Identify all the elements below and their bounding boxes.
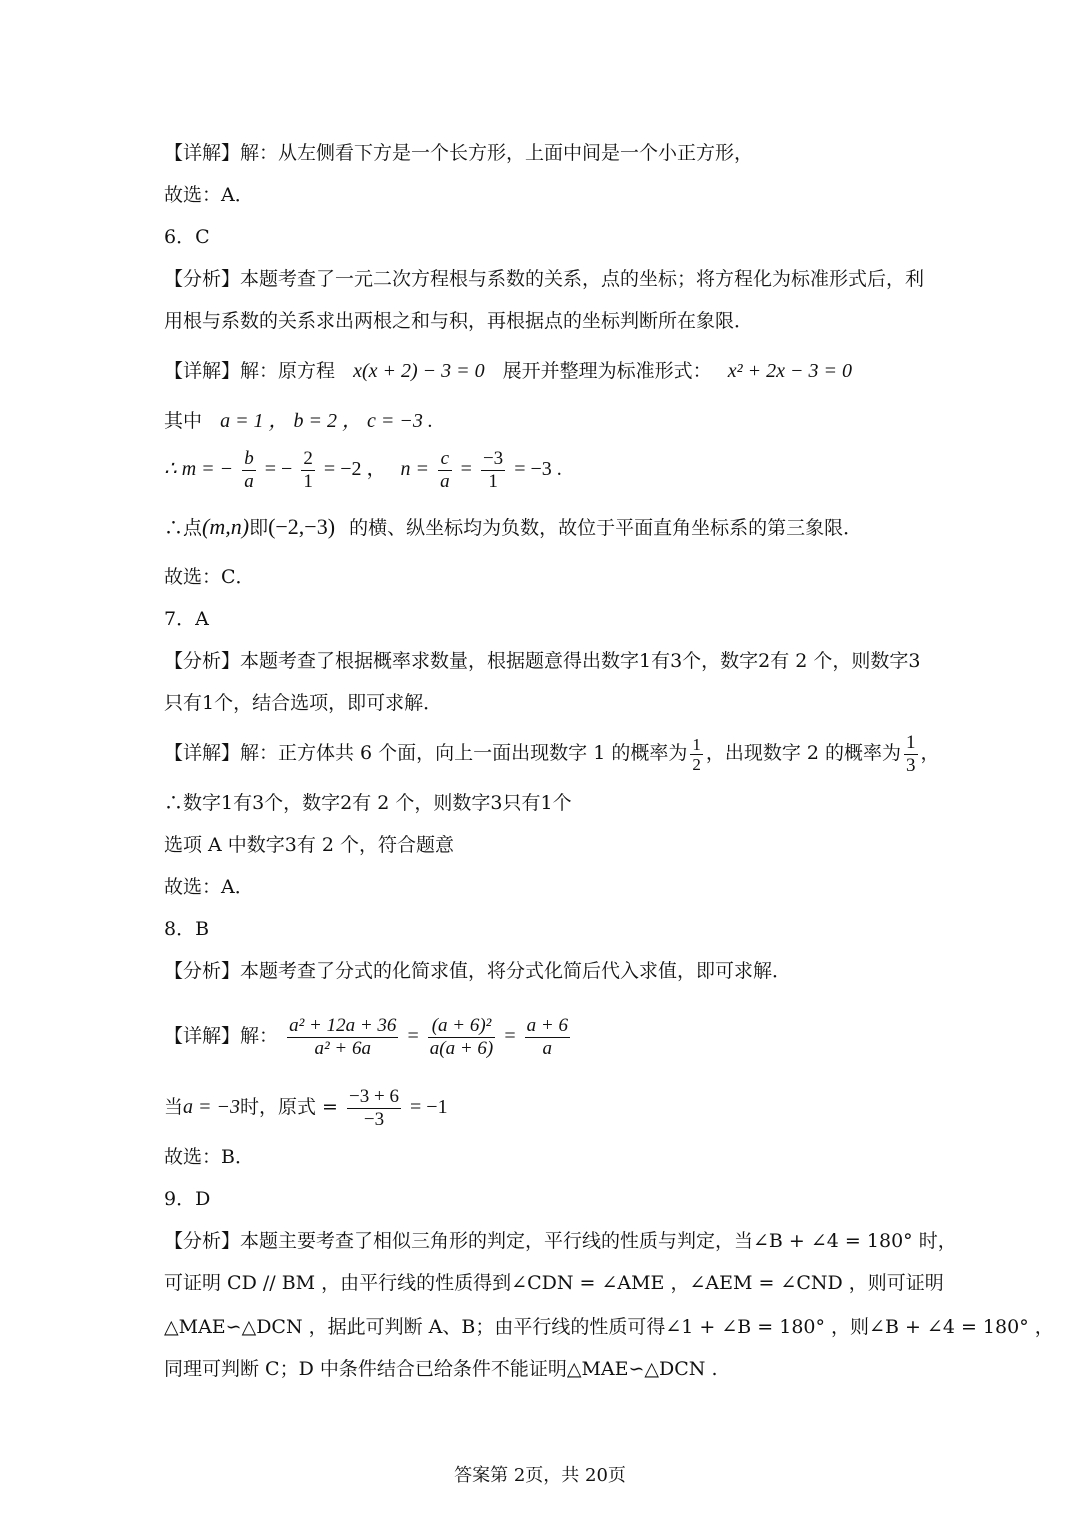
text-line: ∴数字1有3个，数字2有 2 个，则数字3只有1个	[164, 792, 572, 814]
q6-detail-prefix: 【详解】解：原方程	[164, 360, 336, 382]
fraction-numerator: c	[438, 449, 452, 471]
text-line: 只有1个，结合选项，即可求解．	[164, 692, 443, 714]
q6-m-prefix: ∴ m = −	[164, 458, 234, 480]
q6-n-prefix: n =	[400, 458, 430, 480]
q6-m-mid: = −	[264, 458, 293, 480]
q6-detail	[164, 358, 852, 384]
q6-point-prefix: ∴点	[164, 517, 203, 539]
fraction-denominator: −3	[363, 1108, 385, 1130]
q7-detail-mid: ，出现数字 2 的概率为	[705, 742, 902, 764]
text-line: 同理可判断 C；D 中条件结合已给条件不能证明△MAE∽△DCN .	[164, 1358, 718, 1380]
text-line: 用根与系数的关系求出两根之和与积，再根据点的坐标判断所在象限．	[164, 310, 754, 332]
q6-m-end: = −2 ，	[323, 458, 387, 480]
text-line: 故选：B．	[164, 1146, 254, 1168]
q6-point-mn: (m,n)	[202, 514, 250, 539]
fraction-denominator: a(a + 6)	[429, 1037, 494, 1059]
fraction-numerator: −3 + 6	[349, 1085, 399, 1107]
q8-detail-prefix: 【详解】解：	[164, 1025, 279, 1047]
fraction-numerator: b	[244, 447, 254, 469]
fraction-denominator: 1	[303, 470, 313, 492]
fraction-denominator: 2	[692, 754, 701, 774]
fraction-numerator: (a + 6)²	[428, 1016, 495, 1038]
q7-detail-prefix: 【详解】解：正方体共 6 个面，向上一面出现数字 1 的概率为	[164, 742, 688, 764]
q8-sub-prefix: 当	[164, 1096, 184, 1118]
q6-equation-standard: x² + 2x − 3 = 0	[727, 360, 852, 382]
q6-mn-computation	[164, 446, 562, 492]
fraction-one-half	[690, 736, 703, 773]
question-number: 7．A	[164, 608, 209, 630]
q8-sub-condition: a = −3	[183, 1096, 241, 1118]
fraction-c-over-a	[438, 449, 452, 492]
fraction-denominator: a	[542, 1037, 553, 1059]
fraction-numerator: 1	[906, 731, 916, 753]
text-line: 故选：A．	[164, 876, 254, 898]
fraction-denominator: 1	[488, 470, 498, 492]
fraction-b-over-a	[242, 449, 256, 492]
fraction-substituted	[347, 1087, 401, 1130]
q6-point-mid: 即	[249, 517, 269, 539]
q7-detail-end: ，	[920, 742, 940, 764]
fraction-denominator: 3	[906, 754, 916, 776]
q8-substitution	[164, 1084, 448, 1130]
q6-equation-original: x(x + 2) − 3 = 0	[353, 360, 485, 382]
equals-sign: =	[407, 1025, 419, 1047]
fraction-numerator: 2	[303, 447, 313, 469]
q6-n-mid: =	[460, 458, 472, 480]
fraction-numerator: −3	[482, 447, 504, 469]
fraction-denominator: a² + 6a	[314, 1037, 371, 1059]
fraction-original-expression	[287, 1016, 398, 1059]
text-line: 故选：A．	[164, 184, 254, 206]
fraction-one-third	[904, 733, 918, 776]
text-line: 【分析】本题考查了根据概率求数量，根据题意得出数字1有3个，数字2有 2 个，则数字3	[164, 650, 921, 672]
q6-detail-mid: 展开并整理为标准形式：	[502, 360, 712, 382]
fraction-factored	[428, 1016, 495, 1059]
q6-point-conclusion	[164, 514, 862, 541]
text-line: 可证明 CD // BM ，由平行线的性质得到∠CDN = ∠AME ，∠AEM = ∠CND ，则可证明	[164, 1272, 944, 1294]
text-line: △MAE∽△DCN ，据此可判断 A、B；由平行线的性质可得∠1 + ∠B = 180° ，则∠B + ∠4 = 180° ，	[164, 1316, 1054, 1338]
text-line: 【分析】本题考查了一元二次方程根与系数的关系，点的坐标；将方程化为标准形式后，利	[164, 268, 925, 290]
q6-n-end: = −3 .	[514, 458, 562, 480]
question-number: 6．C	[164, 226, 210, 248]
text-line: 【分析】本题主要考查了相似三角形的判定，平行线的性质与判定，当∠B + ∠4 = 180° 时，	[164, 1230, 957, 1252]
q8-sub-mid: 时，原式 =	[240, 1096, 338, 1118]
question-number: 9．D	[164, 1188, 211, 1210]
text-line: 【分析】本题考查了分式的化简求值，将分式化简后代入求值，即可求解．	[164, 960, 792, 982]
fraction-denominator: a	[440, 470, 450, 492]
page-footer: 答案第 2页，共 20页	[454, 1465, 626, 1486]
text-line: 故选：C．	[164, 566, 255, 588]
equals-sign: =	[504, 1025, 516, 1047]
q6-coefficients	[164, 408, 433, 434]
fraction-numerator: 1	[692, 734, 701, 754]
text-line: 选项 A 中数字3有 2 个，符合题意	[164, 834, 455, 856]
fraction-2-over-1	[301, 449, 315, 492]
question-number: 8．B	[164, 918, 210, 940]
fraction-numerator: a + 6	[526, 1014, 568, 1036]
q7-detail	[164, 730, 940, 776]
text-line: 【详解】解：从左侧看下方是一个长方形，上面中间是一个小正方形，	[164, 142, 754, 164]
fraction-denominator: a	[244, 470, 254, 492]
q6-point-end: 的横、纵坐标均为负数，故位于平面直角坐标系的第三象限．	[349, 517, 863, 539]
q6-coef-values: a = 1 ， b = 2 ， c = −3 .	[220, 410, 433, 432]
fraction-neg3-over-1	[481, 449, 505, 492]
fraction-numerator: a² + 12a + 36	[289, 1014, 397, 1036]
q8-sub-end: = −1	[410, 1096, 448, 1118]
q6-coef-prefix: 其中	[164, 410, 203, 432]
fraction-simplified	[525, 1016, 570, 1059]
q8-detail	[164, 1010, 573, 1062]
q6-point-value: (−2,−3)	[268, 514, 336, 539]
